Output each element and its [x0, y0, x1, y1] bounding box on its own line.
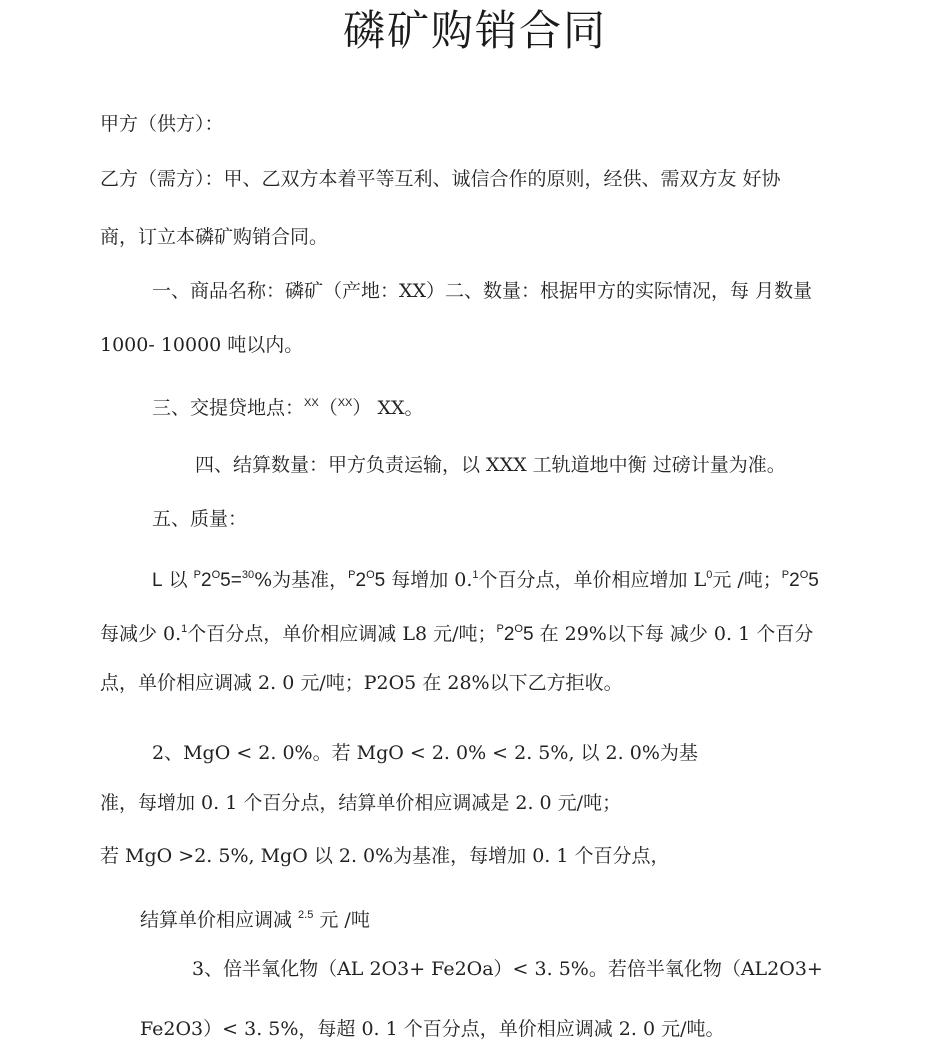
item3-label: 三、交提贷地点：: [152, 397, 305, 419]
quality1-line-3: 点，单价相应调减 2. 0 元/吨；P2O5 在 28%以下乙方拒收。: [100, 672, 623, 694]
q1-l1-b: 以: [162, 569, 194, 591]
item3-line: [152, 390, 424, 421]
quality3-line-2: Fe2O3）< 3. 5%，每超 0. 1 个百分点，单价相应调减 2. 0 元/吨。: [140, 1018, 725, 1040]
q1-l1-e: O: [211, 569, 221, 581]
party-b-line-2: 商，订立本磷矿购销合同。: [100, 226, 329, 248]
q1-l1-q: 元 /吨；: [712, 569, 782, 591]
q1-l2-f: O: [514, 623, 523, 635]
quality3-line-1: 3、倍半氧化物（AL 2O3+ Fe2Oa）< 3. 5%。若倍半氧化物（AL2O3+: [192, 958, 823, 980]
document-title: 磷矿购销合同: [342, 6, 607, 55]
party-a-line: 甲方（供方）：: [100, 113, 224, 135]
q1-l1-c: P: [193, 569, 202, 581]
item5-heading: 五、质量：: [152, 508, 248, 530]
q1-l1-i: P: [348, 569, 356, 581]
q1-l1-l: 5: [374, 570, 386, 591]
item3-tail: ） XX。: [352, 397, 424, 419]
q1-l2-e: 2: [503, 624, 515, 645]
q1-l2-g: 5: [522, 624, 534, 645]
q1-l2-a: 每减少 0.: [100, 623, 182, 645]
q1-l1-f: 5=: [220, 570, 242, 591]
quality1-line-1: [152, 562, 819, 594]
item3-paren-open: （: [318, 397, 338, 419]
quality2-line-3: 若 MgO >2. 5%, MgO 以 2. 0%为基准，每增加 0. 1 个百分点，: [100, 845, 670, 867]
party-b-line-1: 乙方（需方）：甲、乙双方本着平等互利、诚信合作的原则，经供、需双方友 好协: [100, 168, 781, 190]
quality2-line-1: 2、MgO < 2. 0%。若 MgO < 2. 0% < 2. 5%, 以 2. 0%为基: [152, 742, 698, 764]
q1-l1-d: 2: [201, 570, 212, 591]
q1-l2-d: P: [496, 623, 504, 635]
q2-l4-a: 结算单价相应调减: [140, 909, 299, 931]
q1-l1-u: 5: [808, 570, 819, 591]
item3-sup-2: XX: [337, 397, 353, 409]
item1-line-2: 1000- 10000 吨以内。: [100, 334, 304, 356]
quality2-line-4: [140, 902, 370, 933]
q1-l1-p: 0: [706, 569, 713, 581]
q2-l4-b: 元 /吨: [313, 909, 370, 931]
item1-line-1: 一、商品名称：磷矿（产地：XX）二、数量：根据甲方的实际情况，每 月数量: [152, 280, 813, 302]
q1-l2-h: 在 29%以下每 减少 0. 1 个百分: [533, 623, 814, 645]
q1-l1-t: O: [799, 569, 809, 581]
q1-l2-c: 个百分点，单价相应调减 L8 元/吨；: [187, 623, 497, 645]
q1-l1-h: %为基准，: [254, 569, 349, 591]
quality2-line-2: 准，每增加 0. 1 个百分点，结算单价相应调减是 2. 0 元/吨；: [100, 792, 622, 814]
q1-l1-r: P: [781, 569, 790, 581]
item4-line: 四、结算数量：甲方负责运输，以 XXX 工轨道地中衡 过磅计量为准。: [195, 454, 786, 476]
q1-l1-n: 1: [472, 569, 479, 581]
quality1-line-2: [100, 616, 813, 648]
q1-l1-k: O: [366, 569, 375, 581]
q1-l1-j: 2: [355, 570, 367, 591]
q1-l1-s: 2: [789, 570, 800, 591]
item3-sup-1: XX: [304, 397, 319, 409]
q1-l1-o: 个百分点，单价相应增加 L: [478, 569, 707, 591]
q1-l2-b: 1: [181, 623, 188, 635]
q2-l4-sup: 2.5: [298, 909, 314, 921]
q1-l1-a: L: [152, 570, 163, 591]
q1-l1-m: 每增加 0.: [385, 569, 473, 591]
q1-l1-g: 30: [241, 569, 255, 581]
